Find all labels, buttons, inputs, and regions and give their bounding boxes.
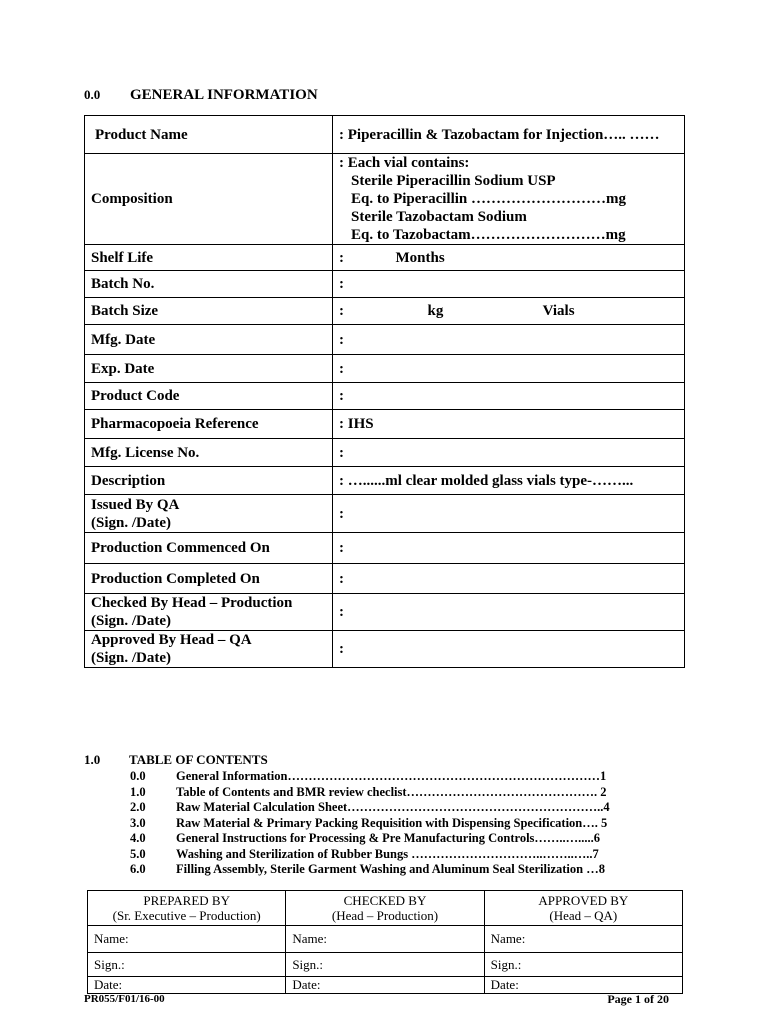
row-value: : bbox=[333, 355, 685, 383]
table-row bbox=[85, 594, 685, 631]
toc-item-text: Washing and Sterilization of Rubber Bungs …………………………..……..…..7 bbox=[176, 846, 599, 861]
row-label: Composition bbox=[85, 154, 333, 245]
table-row bbox=[85, 116, 685, 154]
toc-item-number: 3.0 bbox=[130, 815, 146, 830]
table-row bbox=[85, 631, 685, 668]
sign-field[interactable]: Sign.: bbox=[88, 953, 286, 977]
row-label: Description bbox=[85, 467, 333, 495]
signoff-role: PREPARED BY bbox=[143, 893, 230, 908]
toc-item-number: 5.0 bbox=[130, 846, 146, 861]
label-line: Issued By QA bbox=[91, 496, 180, 513]
row-value: : bbox=[333, 271, 685, 298]
toc-item[interactable] bbox=[84, 847, 674, 863]
signoff-header-checked bbox=[286, 891, 484, 926]
toc-item[interactable] bbox=[84, 800, 674, 816]
name-field[interactable]: Name: bbox=[88, 926, 286, 953]
table-row bbox=[85, 355, 685, 383]
label-line: Approved By Head – QA bbox=[91, 632, 252, 648]
row-label: Shelf Life bbox=[85, 245, 333, 271]
row-value: : bbox=[333, 631, 685, 668]
toc-item-text: Raw Material & Primary Packing Requisition with Dispensing Specification…. 5 bbox=[176, 815, 608, 830]
label-line: (Sign. /Date) bbox=[91, 514, 171, 531]
table-row bbox=[85, 271, 685, 298]
toc-item-text: General Instructions for Processing & Pre Manufacturing Controls……..….....6 bbox=[176, 831, 601, 845]
toc-item-text: Filling Assembly, Sterile Garment Washing and Aluminum Seal Sterilization …8 bbox=[176, 862, 605, 876]
signoff-dept: (Head – Production) bbox=[331, 908, 439, 923]
row-label: Product Code bbox=[85, 383, 333, 410]
row-label: Product Name bbox=[85, 116, 333, 154]
label-line: Checked By Head – Production bbox=[91, 595, 293, 611]
shelf-life-unit: Months bbox=[395, 249, 445, 266]
document-code: PR055/F01/16-00 bbox=[84, 993, 165, 1005]
table-row bbox=[85, 495, 685, 533]
composition-value bbox=[333, 154, 685, 245]
row-value bbox=[333, 298, 685, 325]
colon: : bbox=[339, 303, 344, 319]
name-field[interactable]: Name: bbox=[286, 926, 484, 953]
composition-line: Sterile Tazobactam Sodium bbox=[351, 209, 527, 225]
toc-item-number: 4.0 bbox=[130, 831, 146, 845]
row-value bbox=[333, 245, 685, 271]
composition-line: : Each vial contains: bbox=[339, 155, 470, 171]
general-info-table bbox=[84, 115, 685, 668]
label-line: (Sign. /Date) bbox=[91, 650, 171, 666]
toc-item[interactable] bbox=[84, 785, 674, 801]
row-label: Mfg. Date bbox=[85, 325, 333, 355]
table-row bbox=[85, 154, 685, 245]
signoff-dept: (Sr. Executive – Production) bbox=[112, 908, 261, 923]
signoff-date-row bbox=[88, 977, 683, 994]
table-row bbox=[85, 325, 685, 355]
batch-size-unit-kg: kg bbox=[427, 303, 444, 319]
table-row bbox=[85, 298, 685, 325]
signoff-role: APPROVED BY bbox=[538, 893, 629, 908]
signoff-sign-row bbox=[88, 953, 683, 977]
date-field[interactable]: Date: bbox=[484, 977, 682, 994]
row-value: : IHS bbox=[333, 410, 685, 439]
toc-item[interactable] bbox=[84, 769, 674, 785]
table-row bbox=[85, 383, 685, 410]
toc-item-number: 0.0 bbox=[130, 769, 146, 783]
row-label: Batch No. bbox=[85, 271, 333, 298]
toc-item[interactable] bbox=[84, 816, 674, 832]
sign-field[interactable]: Sign.: bbox=[484, 953, 682, 977]
signoff-name-row bbox=[88, 926, 683, 953]
toc-item-number: 6.0 bbox=[130, 862, 146, 876]
row-value: : bbox=[333, 495, 685, 533]
table-of-contents bbox=[84, 752, 674, 878]
row-label bbox=[85, 631, 333, 668]
section-title: GENERAL INFORMATION bbox=[130, 87, 318, 103]
sign-field[interactable]: Sign.: bbox=[286, 953, 484, 977]
row-label: Batch Size bbox=[85, 298, 333, 325]
row-value: : bbox=[333, 564, 685, 594]
row-label: Exp. Date bbox=[85, 355, 333, 383]
signoff-header-prepared bbox=[88, 891, 286, 926]
composition-line: Eq. to Tazobactam………………………mg bbox=[351, 227, 626, 243]
toc-item[interactable] bbox=[84, 862, 674, 878]
row-label: Mfg. License No. bbox=[85, 439, 333, 467]
composition-line: Sterile Piperacillin Sodium USP bbox=[351, 173, 556, 189]
toc-item[interactable] bbox=[84, 831, 674, 847]
row-value: : bbox=[333, 325, 685, 355]
table-row bbox=[85, 467, 685, 495]
signoff-dept: (Head – QA) bbox=[549, 908, 618, 923]
toc-item-text: Raw Material Calculation Sheet……………………………………………………..4 bbox=[176, 800, 610, 814]
row-label: Production Commenced On bbox=[85, 533, 333, 564]
row-label bbox=[85, 495, 333, 533]
signoff-role: CHECKED BY bbox=[343, 893, 427, 908]
row-value: : bbox=[333, 533, 685, 564]
signoff-header-row bbox=[88, 891, 683, 926]
toc-item-number: 1.0 bbox=[130, 784, 146, 799]
toc-heading bbox=[84, 752, 674, 768]
table-row bbox=[85, 533, 685, 564]
section-number: 1.0 bbox=[84, 752, 101, 767]
page-number: Page 1 of 20 bbox=[607, 992, 669, 1006]
table-row bbox=[85, 245, 685, 271]
composition-line: Eq. to Piperacillin ………………………mg bbox=[351, 191, 626, 207]
toc-item-text: Table of Contents and BMR review checlist………………………………………. 2 bbox=[176, 784, 607, 799]
row-value: : bbox=[333, 594, 685, 631]
colon: : bbox=[339, 249, 344, 266]
row-value: : bbox=[333, 439, 685, 467]
table-row bbox=[85, 439, 685, 467]
row-label bbox=[85, 594, 333, 631]
general-info-heading bbox=[84, 87, 318, 104]
label-line: (Sign. /Date) bbox=[91, 613, 171, 629]
row-label: Pharmacopoeia Reference bbox=[85, 410, 333, 439]
row-value: : bbox=[333, 383, 685, 410]
row-value: : …......ml clear molded glass vials type-……... bbox=[333, 467, 685, 495]
batch-size-unit-vials: Vials bbox=[542, 303, 575, 319]
section-title: TABLE OF CONTENTS bbox=[129, 752, 268, 767]
signoff-header-approved bbox=[484, 891, 682, 926]
row-value: : Piperacillin & Tazobactam for Injection….. …… bbox=[333, 116, 685, 154]
table-row bbox=[85, 410, 685, 439]
toc-item-text: General Information…………………………………………………………………1 bbox=[176, 769, 607, 783]
toc-item-number: 2.0 bbox=[130, 800, 146, 814]
section-number: 0.0 bbox=[84, 87, 101, 102]
date-field[interactable]: Date: bbox=[88, 977, 286, 994]
name-field[interactable]: Name: bbox=[484, 926, 682, 953]
table-row bbox=[85, 564, 685, 594]
row-label: Production Completed On bbox=[85, 564, 333, 594]
date-field[interactable]: Date: bbox=[286, 977, 484, 994]
signoff-table bbox=[87, 890, 683, 994]
